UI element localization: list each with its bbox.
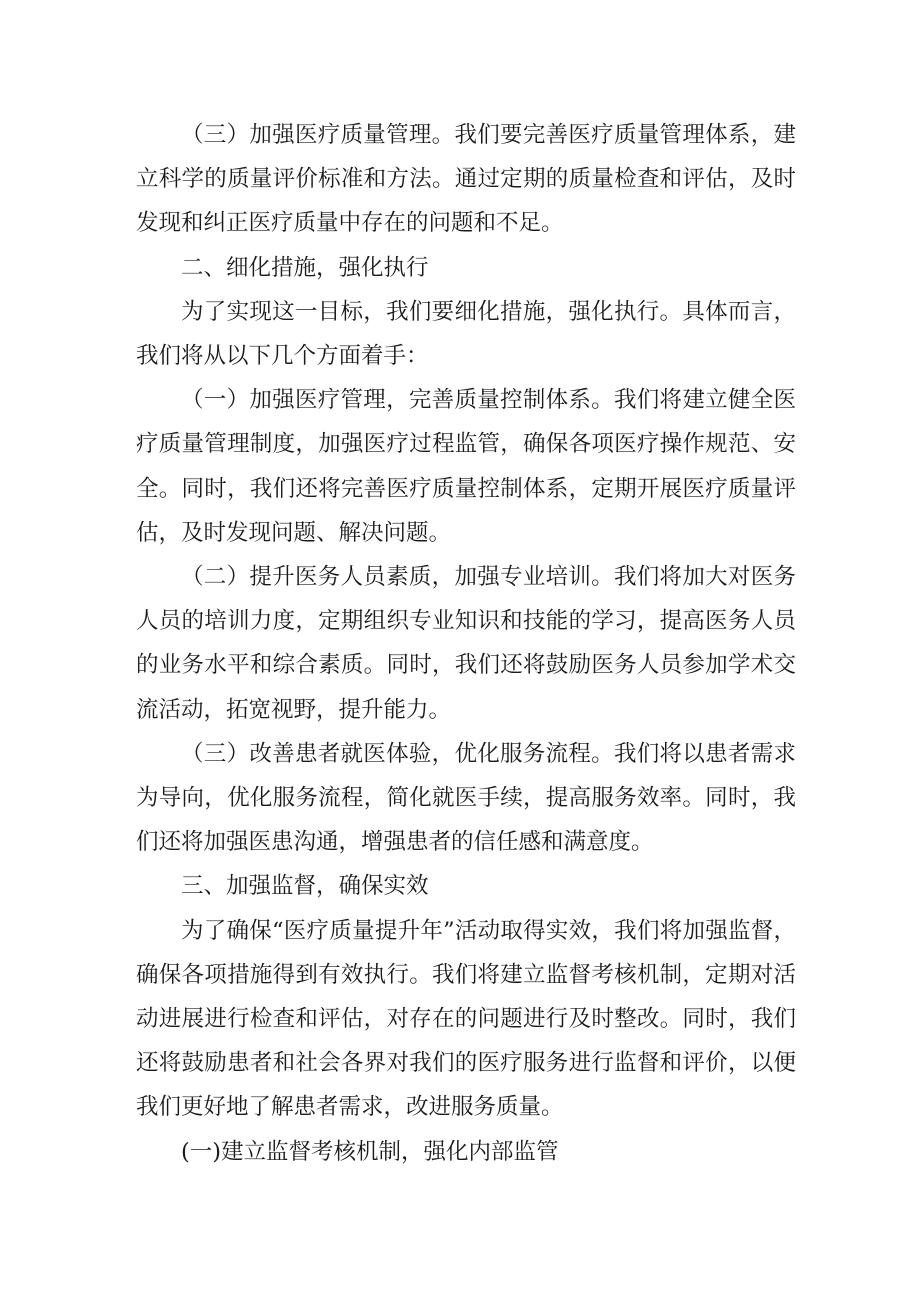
document-body <box>136 113 796 1174</box>
paragraph-measure-1: （一）加强医疗管理，完善质量控制体系。我们将建立健全医疗质量管理制度，加强医疗过程监管，确保各项医疗操作规范、安全。同时，我们还将完善医疗质量控制体系，定期开展医疗质量评估，及时发现问题、解决问题。 <box>136 387 796 546</box>
paragraph-intro-measures: 为了实现这一目标，我们要细化措施，强化执行。具体而言，我们将从以下几个方面着手： <box>136 298 796 370</box>
section-heading-2: 二、细化措施，强化执行 <box>181 254 429 281</box>
subheading-supervision-1: (一)建立监督考核机制，强化内部监管 <box>181 1138 559 1165</box>
paragraph-quality-management: （三）加强医疗质量管理。我们要完善医疗质量管理体系，建立科学的质量评价标准和方法。通过定期的质量检查和评估，及时发现和纠正医疗质量中存在的问题和不足。 <box>136 122 796 237</box>
paragraph-measure-2: （二）提升医务人员素质，加强专业培训。我们将加大对医务人员的培训力度，定期组织专业知识和技能的学习，提高医务人员的业务水平和综合素质。同时，我们还将鼓励医务人员参加学术交流活动，拓宽视野，提升能力。 <box>136 564 796 723</box>
paragraph-supervision: 为了确保“医疗质量提升年”活动取得实效，我们将加强监督，确保各项措施得到有效执行。我们将建立监督考核机制，定期对活动进展进行检查和评估，对存在的问题进行及时整改。同时，我们还将鼓励患者和社会各界对我们的医疗服务进行监督和评价，以便我们更好地了解患者需求，改进服务质量。 <box>136 917 796 1121</box>
paragraph-measure-3: （三）改善患者就医体验，优化服务流程。我们将以患者需求为导向，优化服务流程，简化就医手续，提高服务效率。同时，我们还将加强医患沟通，增强患者的信任感和满意度。 <box>136 740 796 856</box>
section-heading-3: 三、加强监督，确保实效 <box>181 873 429 900</box>
